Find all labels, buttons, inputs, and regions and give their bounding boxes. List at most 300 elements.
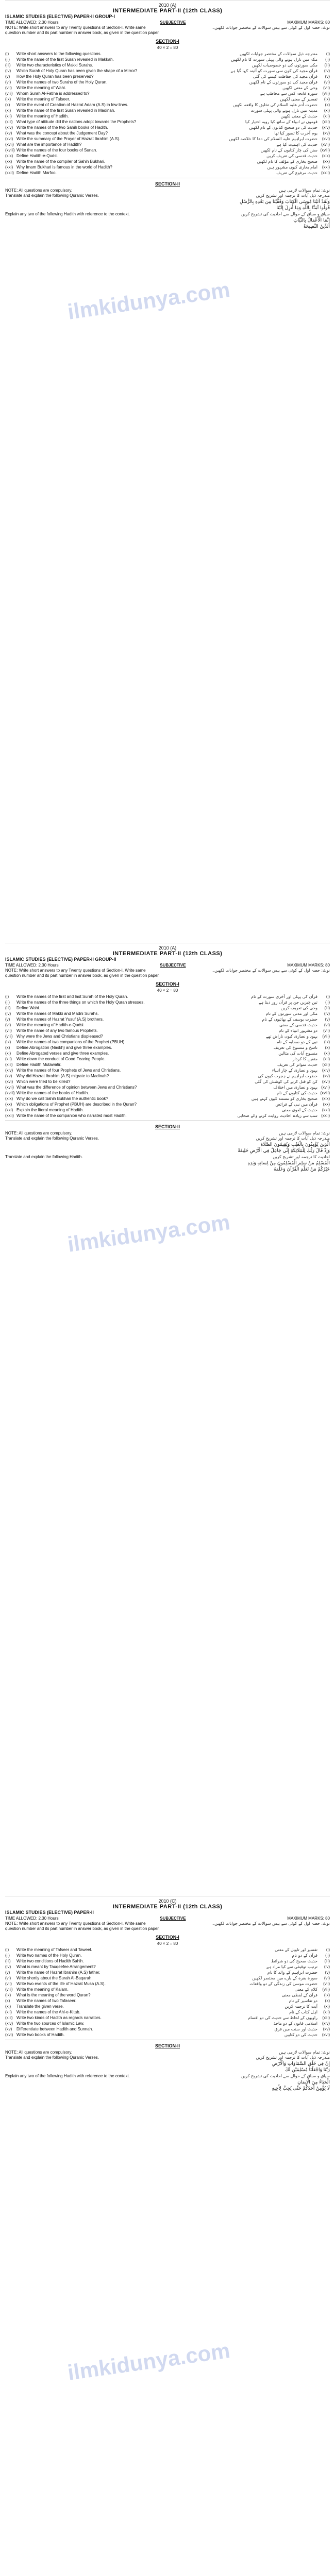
question-number: (xv): [5, 1074, 12, 1078]
note-english: NOTE: Write short answers to any Twenty questions of Section-I. Write same question number and its part number in answer book, as given in the question paper.: [5, 968, 160, 978]
question-number-urdu: (iv): [324, 69, 330, 73]
question-number-urdu: (xii): [323, 2010, 330, 2014]
question-english: Write the names of the books of Hadith.: [16, 1091, 89, 1095]
question-number: (iv): [5, 1964, 11, 1969]
question-number-urdu: (xvii): [321, 1085, 330, 1090]
question-english: Why Imam Bukhari is famous in the world of Hadith?: [16, 165, 112, 170]
question-english: Write shortly about the Surah Al-Baqarah.: [16, 1976, 93, 1980]
question-urdu: تفسیر اور تاویل کے معنی: [275, 1947, 317, 1952]
question-row: [5, 1108, 330, 1113]
question-row: [5, 1085, 330, 1090]
question-urdu: قرآن مجید کی دو سورتوں کے نام لکھیں: [249, 80, 317, 84]
question-number-urdu: (v): [325, 74, 330, 79]
question-urdu: قرآن کے دو نام: [292, 1953, 317, 1958]
note-urdu: نوٹ: تمام سوالات لازمی ہیں: [279, 2050, 330, 2055]
question-english: What type of attitude did the nations adopt towards the Prophets?: [16, 120, 137, 124]
question-number: (xiv): [5, 1068, 13, 1073]
question-list: [5, 52, 330, 176]
section-2-heading: SECTION-II: [155, 1124, 180, 1129]
question-number-urdu: (iii): [324, 1006, 330, 1010]
arabic-hadith: لَا يُؤْمِنُ أَحَدُكُمْ حَتَّى يُحِبَّ لِأَخِيهِ: [272, 2086, 330, 2091]
paper-title: INTERMEDIATE PART-II (12th CLASS): [112, 1904, 223, 1910]
paper-marks: MAXIMUM MARKS: 80: [287, 963, 330, 968]
question-number: (xviii): [5, 148, 15, 152]
question-urdu: حضرت آدم علیہ السلام کی تخلیق کا واقعہ لکھیں: [232, 103, 317, 107]
question-number: (x): [5, 1998, 10, 2003]
paper-subject: ISLAMIC STUDIES (ELECTIVE) PAPER-II: [5, 1910, 94, 1915]
question-english: Write the name of the first Surah revealed in Madinah.: [16, 108, 115, 113]
question-number-urdu: (xvi): [322, 2032, 330, 2037]
arabic-verse: رَبَّنَا وَاجْعَلْنَا مُسْلِمَيْنِ لَكَ: [284, 2067, 330, 2073]
question-english: Write the names of two Tafaseer.: [16, 1998, 77, 2003]
question-number-urdu: (v): [325, 1970, 330, 1975]
question-urdu: صحیح بخاری کو مستند کیوں کہتے ہیں: [251, 1096, 317, 1101]
question-row: [5, 120, 330, 125]
question-number-urdu: (i): [326, 52, 330, 56]
question-number: (iii): [5, 63, 11, 67]
question-number-urdu: (xiii): [322, 1062, 330, 1067]
question-row: [5, 159, 330, 164]
section-2-note: [5, 188, 330, 193]
question-row: [5, 165, 330, 170]
marks-line: 40 × 2 = 80: [157, 45, 178, 50]
question-row: [5, 52, 330, 57]
question-english: Translate the given verse.: [16, 2004, 64, 2009]
question-english: Write the name of Hazrat Ibrahim (A.S) father.: [16, 1970, 100, 1975]
note-english: NOTE: All questions are compulsory.: [5, 1131, 73, 1136]
section-2-note: [5, 1131, 330, 1136]
note-english: NOTE: All questions are compulsory.: [5, 2050, 73, 2055]
question-number: (ix): [5, 1040, 11, 1044]
question-english: Write two events of the life of Hazrat Musa (A.S).: [16, 1981, 106, 1986]
question-row: [5, 1959, 330, 1964]
arabic-verse: الَّذِينَ يُؤْمِنُونَ بِالْغَيْبِ وَيُقِيمُونَ الصَّلَاةَ: [260, 1142, 330, 1147]
note-english: NOTE: All questions are compulsory.: [5, 188, 73, 193]
question-number-urdu: (x): [325, 1998, 330, 2003]
question-urdu: دو تفاسیر کے نام: [289, 1998, 317, 2003]
paper-header: [5, 1910, 330, 1916]
question-row: [5, 1051, 330, 1056]
question-number: (ix): [5, 97, 11, 101]
question-english: Define Abrogation (Naskh) and give three examples.: [16, 1045, 112, 1050]
question-english: Write the names of two Surahs of the Holy Quran.: [16, 80, 108, 84]
question-row: [5, 131, 330, 136]
question-english: Write two books of Hadith.: [16, 2032, 65, 2037]
question-row: [5, 1017, 330, 1022]
question-number-urdu: (xii): [323, 1057, 330, 1061]
paper-time: TIME ALLOWED: 2.30 Hours: [5, 20, 59, 25]
question-row: [5, 1028, 330, 1033]
question-number: (xv): [5, 131, 12, 135]
long-question-2: [5, 1136, 330, 1141]
question-english: Write the names of two companions of the Prophet (PBUH).: [16, 1040, 126, 1044]
question-english: Write the meaning of Tafseer and Taweel.: [16, 1947, 92, 1952]
question-number-urdu: (xix): [322, 154, 330, 158]
question-urdu: متقین کا کردار: [292, 1057, 317, 1061]
question-english: What was the difference of opinion between Jews and Christians?: [16, 1085, 137, 1090]
question-urdu: قرآن میں نبی کے فرائض: [275, 1102, 317, 1107]
question-row: [5, 103, 330, 108]
question-row: [5, 1000, 330, 1005]
question-row: [5, 171, 330, 176]
paper-time: TIME ALLOWED: 2.30 Hours: [5, 963, 59, 968]
question-row: [5, 154, 330, 159]
question-english: Write the names of the two Sahih books of Hadith.: [16, 125, 108, 130]
question-row: [5, 80, 330, 85]
question-row: [5, 108, 330, 113]
section-1-heading: SECTION-I: [156, 1935, 179, 1940]
question-english: Whom Surah Al-Fatiha is addressed to?: [16, 91, 90, 96]
question-row: [5, 1113, 330, 1118]
paper-2: [5, 943, 330, 1173]
question-row: [5, 1953, 330, 1958]
question-urdu: تین چیزیں جن پر قرآن زور دیتا ہے: [258, 1000, 317, 1005]
question-urdu: حدیث کے معنی لکھیں: [280, 114, 317, 118]
note-english: NOTE: Write short answers to any Twenty questions of Section-I. Write same question number and its part number in answer book, as given in the question paper.: [5, 1921, 160, 1931]
question-english: Define Abrogated verses and give three examples.: [16, 1051, 109, 1056]
question-english: Write the name of the first Surah revealed in Makkah.: [16, 57, 114, 62]
arabic-verse: إِنَّ فِي خَلْقِ السَّمَاوَاتِ وَالْأَرْضِ: [272, 2061, 330, 2066]
question-row: [5, 1091, 330, 1096]
question-number-urdu: (xv): [323, 1074, 330, 1078]
question-urdu: حدیث کی اہمیت کیا ہے: [276, 142, 317, 147]
question-number-urdu: (ii): [325, 57, 330, 62]
note-urdu: نوٹ: حصہ اول کے کوئی سے بیس سوالات کے مختصر جوابات لکھیں۔: [212, 968, 330, 973]
question-english: Write the names of the four books of Sunan.: [16, 148, 97, 152]
question-english: What is meant by Tauqeefee Arrangement?: [16, 1964, 96, 1969]
question-number: (xx): [5, 159, 12, 164]
question-urdu: حضرت ابراہیم علیہ السلام کی دعا کا خلاصہ لکھیں: [229, 137, 317, 141]
question-number: (xviii): [5, 1091, 15, 1095]
question-number: (xii): [5, 2010, 12, 2014]
question-english: Define Wahi.: [16, 1006, 40, 1010]
question-urdu: سورہ فاتحہ کس سے مخاطب ہے: [260, 91, 317, 96]
long-question-3: [5, 1155, 330, 1160]
question-english: Write the name of the companion who narrated most Hadith.: [16, 1113, 127, 1118]
question-number: (ix): [5, 1993, 11, 1997]
question-urdu: قوموں نے انبیاء کے ساتھ کیا رویہ اختیار کیا: [245, 120, 317, 124]
question-english: Which were tried to be killed?: [16, 1079, 71, 1084]
question-urdu: سیاق و سباق کے حوالے سے احادیث کی تشریح کریں: [241, 2074, 330, 2078]
question-urdu: یوم آخرت کا تصور کیا تھا: [274, 131, 317, 135]
question-english: Translate and explain the following Hadith.: [5, 1155, 83, 1159]
question-english: Write the summary of the Prayer of Hazrat Ibrahim (A.S).: [16, 137, 121, 141]
question-number-urdu: (xi): [324, 108, 330, 113]
question-english: Write two conditions of Hadith Sahih.: [16, 1959, 84, 1963]
question-row: [5, 1981, 330, 1987]
arabic-hadith: الْحَيَاءُ مِنَ الْإِيمَانِ: [297, 2080, 330, 2085]
question-number: (iii): [5, 1006, 11, 1010]
question-urdu: احادیث کا ترجمہ اور تشریح کریں: [273, 1155, 330, 1159]
question-row: [5, 69, 330, 74]
question-number: (xi): [5, 1051, 11, 1056]
question-number: (xii): [5, 114, 12, 118]
question-english: Write the meaning of Wahi.: [16, 86, 66, 90]
question-urdu: دو مشہور انبیاء کے نام: [278, 1028, 317, 1033]
question-number: (vi): [5, 80, 11, 84]
question-english: Write the two sources of Islamic Law.: [16, 2021, 85, 2026]
question-number: (ii): [5, 57, 10, 62]
question-urdu: مکی سورتوں کی دو خصوصیات لکھیں: [252, 63, 317, 67]
question-english: Define Hadith-e-Qudsi.: [16, 154, 59, 158]
section-1-heading: SECTION-I: [156, 981, 179, 987]
question-row: [5, 2015, 330, 2021]
question-number-urdu: (xx): [323, 159, 330, 164]
question-english: Write two characteristics of Makki Surahs.: [16, 63, 93, 67]
question-row: [5, 2027, 330, 2032]
question-urdu: حضرت ابراہیم نے ہجرت کیوں کی: [258, 1074, 317, 1078]
marks-line: 40 × 2 = 80: [157, 1941, 178, 1946]
question-urdu: مندرجہ ذیل آیات کا ترجمہ اور تشریح کریں: [256, 1136, 330, 1141]
question-number-urdu: (x): [325, 103, 330, 107]
question-number-urdu: (vii): [323, 86, 330, 90]
question-number: (xvii): [5, 1085, 14, 1090]
watermark: ilmkidunya.com: [66, 277, 232, 324]
question-list: [5, 994, 330, 1118]
question-number: (i): [5, 1947, 9, 1952]
marks-line: 40 × 2 = 80: [157, 988, 178, 993]
question-english: Write the names of the Ahl-e-Kitab.: [16, 2010, 80, 2014]
question-number: (viii): [5, 91, 13, 96]
question-row: [5, 1057, 330, 1062]
question-row: [5, 1947, 330, 1953]
question-urdu: حضرت موسیٰ کی زندگی کے دو واقعات: [249, 1981, 317, 1986]
paper-note: [5, 968, 330, 978]
question-urdu: اسلامی قانون کے دو ماخذ: [273, 2021, 317, 2026]
paper-subjective: SUBJECTIVE: [160, 963, 186, 968]
question-row: [5, 1998, 330, 2004]
question-row: [5, 148, 330, 153]
question-english: How the Holy Quran has been preserved?: [16, 74, 94, 79]
question-number: (vi): [5, 1976, 11, 1980]
question-number-urdu: (i): [326, 994, 330, 999]
question-row: [5, 91, 330, 96]
question-number-urdu: (xii): [323, 114, 330, 118]
question-row: [5, 2021, 330, 2026]
question-number-urdu: (iv): [324, 1964, 330, 1969]
question-english: Write short answers to the following questions.: [16, 52, 102, 56]
question-number: (i): [5, 994, 9, 999]
question-english: Write two kinds of Hadith as regards narrators.: [16, 2015, 102, 2020]
paper-year: 2010 (A): [158, 3, 177, 8]
question-row: [5, 74, 330, 79]
question-number: (xi): [5, 2004, 11, 2009]
question-english: Explain any two of the following Hadith with reference to the context.: [5, 2074, 130, 2078]
question-english: Write the names of four Prophets of Jews and Christians.: [16, 1068, 121, 1073]
section-2-note: [5, 2050, 330, 2055]
question-number-urdu: (xv): [323, 131, 330, 135]
question-urdu: نبی کے دو صحابہ کے نام: [276, 1040, 317, 1044]
question-number: (v): [5, 1970, 10, 1975]
question-number: (iii): [5, 1959, 11, 1963]
question-number: (xv): [5, 2027, 12, 2031]
question-number: (iv): [5, 1011, 11, 1016]
paper-meta: [5, 962, 330, 968]
question-row: [5, 1011, 330, 1016]
question-number-urdu: (xix): [322, 1096, 330, 1101]
question-number-urdu: (xvi): [322, 1079, 330, 1084]
question-number-urdu: (xviii): [320, 148, 330, 152]
question-row: [5, 1102, 330, 1107]
question-english: Explain the literal meaning of Hadith.: [16, 1108, 84, 1112]
arabic-hadith: إِنَّمَا الْأَعْمَالُ بِالنِّيَّاتِ: [293, 218, 330, 223]
paper-time: TIME ALLOWED: 2.30 Hours: [5, 1916, 59, 1921]
question-row: [5, 1987, 330, 1992]
question-urdu: سب سے زیادہ احادیث روایت کرنے والے صحابی: [237, 1113, 317, 1118]
question-english: Write the meaning of Hadith-e-Qudsi.: [16, 1023, 85, 1027]
arabic-verse: وَلَقَدْ آتَيْنَا مُوسَى الْكِتَابَ وَقَفَّيْنَا مِن بَعْدِهِ بِالرُّسُلِ: [240, 199, 330, 205]
question-urdu: وحی کے معنی لکھیں: [282, 86, 317, 90]
arabic-verse: وَإِذْ قَالَ رَبُّكَ لِلْمَلَائِكَةِ إِنِّي جَاعِلٌ فِي الْأَرْضِ خَلِيفَةً: [238, 1148, 330, 1154]
question-urdu: مکی اور مدنی سورتوں کے نام: [265, 1011, 317, 1016]
question-row: [5, 63, 330, 68]
question-row: [5, 1023, 330, 1028]
question-urdu: کن کو قتل کرنے کی کوشش کی گئی: [255, 1079, 317, 1084]
question-number-urdu: (xi): [324, 2004, 330, 2009]
question-number-urdu: (xiv): [322, 1068, 330, 1073]
question-english: Write the name of any two famous Prophets.: [16, 1028, 98, 1033]
question-row: [5, 2032, 330, 2038]
paper-note: [5, 25, 330, 36]
question-number-urdu: (xxii): [321, 1113, 330, 1118]
question-number: (xx): [5, 1102, 12, 1107]
question-number-urdu: (vii): [323, 1981, 330, 1986]
question-urdu: صحیح بخاری کے مؤلف کا نام لکھیں: [257, 159, 317, 164]
question-number-urdu: (ii): [325, 1000, 330, 1005]
question-row: [5, 1068, 330, 1073]
question-english: Which obligations of Prophet (PBUH) are described in the Quran?: [16, 1102, 137, 1107]
question-number-urdu: (viii): [322, 1987, 330, 1992]
question-row: [5, 125, 330, 130]
question-number: (xxii): [5, 1113, 14, 1118]
question-number: (xii): [5, 1057, 12, 1061]
question-number-urdu: (xxi): [322, 165, 330, 170]
question-urdu: سیاق و سباق کے حوالے سے احادیث کی تشریح کریں: [241, 212, 330, 216]
paper-1: [5, 0, 330, 230]
question-number: (x): [5, 103, 10, 107]
question-english: Write two names of the Holy Quran.: [16, 1953, 82, 1958]
question-number: (xxi): [5, 165, 13, 170]
question-number-urdu: (vi): [324, 80, 330, 84]
question-number-urdu: (viii): [322, 1034, 330, 1039]
question-english: Why do we call Sahih Bukhari the authentic book?: [16, 1096, 108, 1101]
question-number-urdu: (xx): [323, 1102, 330, 1107]
question-number-urdu: (xvii): [321, 142, 330, 147]
paper-subject: ISLAMIC STUDIES (ELECTIVE) PAPER-II GROUP-I: [5, 14, 115, 19]
question-urdu: سورہ بقرہ کے بارے میں مختصر لکھیں: [252, 1976, 317, 1980]
question-number: (vii): [5, 1981, 12, 1986]
question-urdu: یہود و نصاریٰ میں اختلاف: [273, 1085, 317, 1090]
question-number-urdu: (v): [325, 1017, 330, 1022]
question-urdu: ترتیب توقیفی سے کیا مراد ہے: [266, 1964, 317, 1969]
question-urdu: مدینہ میں نازل ہونے والی پہلی سورت: [250, 108, 317, 113]
question-row: [5, 137, 330, 142]
question-english: Which Surah of Holy Quran has been given the shape of a Mirror?: [16, 69, 138, 73]
question-number-urdu: (iv): [324, 1011, 330, 1016]
question-urdu: حدیث متواتر کی تعریف: [277, 1062, 317, 1067]
question-number: (xiv): [5, 125, 13, 130]
question-number: (vii): [5, 86, 12, 90]
arabic-hadith: خَيْرُكُمْ مَنْ تَعَلَّمَ الْقُرْآنَ وَعَلَّمَهُ: [273, 1167, 330, 1172]
question-english: Explain any two of the following Hadith with reference to the context.: [5, 212, 130, 216]
question-number: (vii): [5, 1028, 12, 1033]
question-urdu: مندرجہ ذیل آیات کا ترجمہ اور تشریح کریں: [256, 193, 330, 198]
question-number-urdu: (xiv): [322, 125, 330, 130]
question-number-urdu: (xvi): [322, 137, 330, 141]
note-english: NOTE: Write short answers to any Twenty questions of Section-I. Write same question number and its part number in answer book, as given in the question paper.: [5, 25, 160, 35]
long-question-2: [5, 2055, 330, 2060]
paper-marks: MAXIMUM MARKS: 80: [287, 20, 330, 25]
question-number: (xvi): [5, 1079, 13, 1084]
paper-title: INTERMEDIATE PART-II (12th CLASS): [112, 8, 223, 14]
question-number: (viii): [5, 1034, 13, 1039]
question-urdu: اہل کتاب کے نام: [289, 2010, 317, 2014]
question-row: [5, 1034, 330, 1039]
note-urdu: نوٹ: تمام سوالات لازمی ہیں: [279, 188, 330, 193]
question-number: (iv): [5, 69, 11, 73]
question-number-urdu: (xiii): [322, 120, 330, 124]
question-number: (xix): [5, 154, 13, 158]
question-english: Define Hadith Mutawatir.: [16, 1062, 62, 1067]
question-number-urdu: (ii): [325, 1953, 330, 1958]
question-urdu: راویوں کے لحاظ سے حدیث کی دو اقسام: [247, 2015, 317, 2020]
paper-note: [5, 1921, 330, 1931]
question-number-urdu: (xv): [323, 2027, 330, 2031]
question-urdu: حدیث کی دو کتابیں: [284, 2032, 317, 2037]
question-urdu: مکہ میں نازل ہونے والی پہلی سورت کا نام لکھیں: [231, 57, 317, 62]
question-row: [5, 1006, 330, 1011]
question-row: [5, 97, 330, 102]
question-row: [5, 2004, 330, 2009]
question-urdu: سنن کی چار کتابوں کے نام لکھیں: [260, 148, 317, 152]
question-number-urdu: (xxi): [322, 1108, 330, 1112]
section-2-heading: SECTION-II: [155, 2043, 180, 2048]
question-urdu: مندرجہ ذیل سوالات کے مختصر جوابات لکھیں: [240, 52, 317, 56]
question-urdu: حضرت یوسف کے بھائیوں کے نام: [262, 1017, 317, 1022]
question-english: Write down the conduct of Good Fearing People.: [16, 1057, 106, 1061]
long-question-3: [5, 2074, 330, 2079]
question-number-urdu: (xviii): [320, 1091, 330, 1095]
question-english: Why did Hazrat Ibrahim (A.S) migrate to Madinah?: [16, 1074, 109, 1078]
watermark: ilmkidunya.com: [66, 2338, 232, 2385]
question-urdu: حدیث کی دو صحیح کتابوں کے نام لکھیں: [249, 125, 317, 130]
question-number: (xxi): [5, 1108, 13, 1112]
question-english: Translate and explain the following Quranic Verses.: [5, 1136, 99, 1141]
question-row: [5, 1062, 330, 1067]
question-urdu: یہود و نصاریٰ کے چار انبیاء: [272, 1068, 317, 1073]
paper-year: 2010 (A): [158, 945, 177, 951]
question-number: (viii): [5, 1987, 13, 1992]
question-number-urdu: (x): [325, 1045, 330, 1050]
question-number-urdu: (i): [326, 1947, 330, 1952]
question-row: [5, 1045, 330, 1050]
question-urdu: وحی کی تعریف کریں: [280, 1006, 317, 1010]
question-number-urdu: (iii): [324, 1959, 330, 1963]
arabic-verse: قُولُوا آمَنَّا بِاللَّهِ وَمَا أُنزِلَ إِلَيْنَا: [276, 206, 330, 211]
arabic-hadith: الدِّينُ النَّصِيحَةُ: [303, 224, 330, 229]
question-number: (xvi): [5, 137, 13, 141]
question-urdu: قرآن مجید کی حفاظت کیسے کی گئی: [253, 74, 317, 79]
question-row: [5, 1096, 330, 1101]
question-urdu: حدیث مرفوع کی تعریف: [276, 171, 317, 175]
question-number: (ii): [5, 1953, 10, 1958]
question-number: (v): [5, 74, 10, 79]
question-row: [5, 57, 330, 62]
question-number-urdu: (xiii): [322, 2015, 330, 2020]
watermark: ilmkidunya.com: [66, 1210, 232, 1257]
question-english: Write the names of Hazrat Yusuf (A.S) brothers.: [16, 1017, 104, 1022]
question-number: (xvii): [5, 142, 14, 147]
